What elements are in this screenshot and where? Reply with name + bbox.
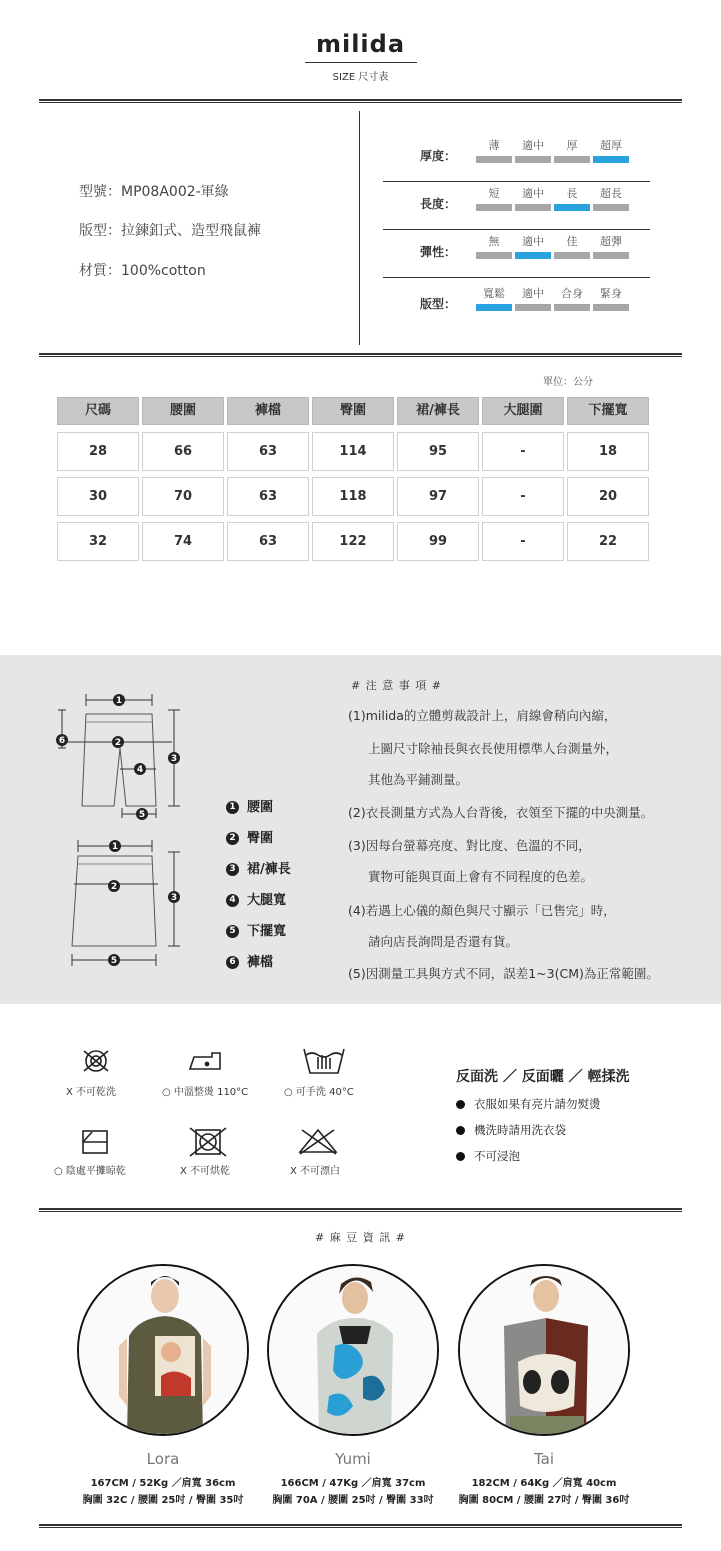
no-dry-clean-icon xyxy=(188,1126,228,1158)
bullet-icon xyxy=(456,1100,465,1109)
legend-number: 4 xyxy=(226,894,239,907)
table-header-cell: 大腿圍 xyxy=(482,397,564,425)
rating-label: 長度： xyxy=(420,197,457,211)
model-stats-line2: 胸圍 80CM / 腰圍 27吋 / 臀圍 36吋 xyxy=(458,1495,630,1506)
table-header-cell: 裙/褲長 xyxy=(397,397,479,425)
table-cell: - xyxy=(482,522,564,561)
table-header-cell: 尺碼 xyxy=(57,397,139,425)
care-label: ○ 可手洗 40°C xyxy=(284,1087,354,1098)
model-stats-line2: 胸圍 32C / 腰圍 25吋 / 臀圍 35吋 xyxy=(82,1495,244,1506)
bullet-icon xyxy=(456,1126,465,1135)
note-line: (4)若遇上心儀的顏色與尺寸顯示「已售完」時， xyxy=(348,903,616,918)
svg-text:5: 5 xyxy=(138,810,146,820)
table-cell: 32 xyxy=(57,522,139,561)
rating-bar xyxy=(593,204,629,211)
shorts-diagram xyxy=(52,688,192,828)
table-header-cell: 臀圍 xyxy=(312,397,394,425)
brand-logo: milida xyxy=(315,30,406,58)
legend-label: 大腿寬 xyxy=(247,893,287,908)
spec-divider xyxy=(359,111,360,345)
table-cell: 74 xyxy=(142,522,224,561)
rating-label: 彈性： xyxy=(420,245,457,259)
legend-item xyxy=(226,827,273,846)
page-subtitle: SIZE 尺寸表 xyxy=(332,72,389,83)
wash-title: 反面洗 ／ 反面曬 ／ 輕揉洗 xyxy=(456,1069,630,1085)
legend-item xyxy=(226,951,273,970)
legend-number: 5 xyxy=(226,925,239,938)
table-cell: 30 xyxy=(57,477,139,516)
table-cell: 28 xyxy=(57,432,139,471)
rating-bar xyxy=(554,304,590,311)
rating-option: 適中 xyxy=(522,235,544,248)
rating-option: 長 xyxy=(566,187,578,200)
table-cell: 63 xyxy=(227,522,309,561)
product-model: 型號：MP08A002-軍綠 xyxy=(79,184,229,200)
wash-tip xyxy=(456,1148,520,1164)
note-line: (3)因每台螢幕亮度、對比度、色溫的不同， xyxy=(348,838,591,853)
rating-separator xyxy=(383,181,650,182)
rating-option: 薄 xyxy=(488,139,500,152)
divider-bottom xyxy=(39,1524,682,1528)
legend-label: 腰圍 xyxy=(247,800,274,815)
iron-icon xyxy=(186,1047,226,1075)
rating-option: 緊身 xyxy=(600,287,622,300)
table-cell: - xyxy=(482,432,564,471)
rating-option: 超厚 xyxy=(600,139,622,152)
legend-item xyxy=(226,796,273,815)
table-header-cell: 褲檔 xyxy=(227,397,309,425)
rating-separator xyxy=(383,277,650,278)
rating-option: 短 xyxy=(488,187,500,200)
table-cell: 63 xyxy=(227,432,309,471)
rating-bar xyxy=(515,304,551,311)
legend-number: 6 xyxy=(226,956,239,969)
rating-option: 寬鬆 xyxy=(483,287,505,300)
bullet-icon xyxy=(456,1152,465,1161)
table-cell: 118 xyxy=(312,477,394,516)
divider-models xyxy=(39,1208,682,1212)
divider-top xyxy=(39,99,682,103)
legend-item xyxy=(226,858,291,877)
table-cell: 20 xyxy=(567,477,649,516)
rating-bar xyxy=(515,204,551,211)
model-name: Lora xyxy=(146,1450,180,1468)
rating-option: 佳 xyxy=(566,235,578,248)
rating-label: 版型： xyxy=(420,297,457,311)
rating-label: 厚度： xyxy=(420,149,457,163)
rating-option: 無 xyxy=(488,235,500,248)
table-cell: 22 xyxy=(567,522,649,561)
table-cell: 99 xyxy=(397,522,479,561)
model-name: Tai xyxy=(533,1450,555,1468)
legend-number: 1 xyxy=(226,801,239,814)
table-cell: - xyxy=(482,477,564,516)
no-tumble-dry-icon xyxy=(78,1047,114,1075)
legend-number: 3 xyxy=(226,863,239,876)
rating-separator xyxy=(383,229,650,230)
model-stats-line1: 167CM / 52Kg ／肩寬 36cm xyxy=(90,1478,236,1489)
wash-tip xyxy=(456,1122,566,1138)
rating-option: 適中 xyxy=(522,139,544,152)
table-cell: 63 xyxy=(227,477,309,516)
product-style: 版型：拉鍊釦式、造型飛鼠褲 xyxy=(79,223,261,239)
brand-underline xyxy=(305,62,417,63)
rating-option: 厚 xyxy=(566,139,578,152)
model-stats-line1: 182CM / 64Kg ／肩寬 40cm xyxy=(471,1478,617,1489)
table-cell: 114 xyxy=(312,432,394,471)
rating-bar-selected xyxy=(476,304,512,311)
svg-text:6: 6 xyxy=(58,736,66,746)
care-label: X 不可烘乾 xyxy=(180,1166,231,1177)
rating-bar-selected xyxy=(593,156,629,163)
note-line: (5)因測量工具與方式不同，誤差1~3(CM)為正常範圍。 xyxy=(348,966,659,981)
rating-option: 適中 xyxy=(522,187,544,200)
rating-bar xyxy=(476,156,512,163)
unit-label: 單位：公分 xyxy=(543,377,593,388)
note-line: 上圖尺寸除袖長與衣長使用標準人台測量外， xyxy=(368,741,619,756)
note-line: (2)衣長測量方式為人台背後，衣領至下擺的中央測量。 xyxy=(348,805,654,820)
model-photo-yumi xyxy=(267,1264,439,1436)
legend-number: 2 xyxy=(226,832,239,845)
rating-option: 適中 xyxy=(522,287,544,300)
rating-bar xyxy=(593,252,629,259)
legend-label: 下擺寬 xyxy=(247,924,287,939)
line-dry-shade-icon xyxy=(80,1128,110,1156)
care-label: ○ 陰處平攤晾乾 xyxy=(54,1166,126,1177)
rating-bar xyxy=(554,252,590,259)
model-photo-lora xyxy=(77,1264,249,1436)
table-cell: 18 xyxy=(567,432,649,471)
svg-text:1: 1 xyxy=(115,696,123,706)
divider-mid xyxy=(39,353,682,357)
legend-item xyxy=(226,920,286,939)
legend-label: 褲檔 xyxy=(247,955,274,970)
rating-option: 超彈 xyxy=(600,235,622,248)
care-label: ○ 中溫整燙 110°C xyxy=(162,1087,249,1098)
rating-option: 合身 xyxy=(561,287,583,300)
model-stats-line2: 胸圍 70A / 腰圍 25吋 / 臀圍 33吋 xyxy=(272,1495,434,1506)
table-cell: 66 xyxy=(142,432,224,471)
svg-text:4: 4 xyxy=(136,765,144,775)
svg-text:3: 3 xyxy=(170,893,178,903)
table-cell: 97 xyxy=(397,477,479,516)
care-label: X 不可漂白 xyxy=(290,1166,341,1177)
hand-wash-icon xyxy=(300,1045,348,1077)
legend-label: 裙/褲長 xyxy=(247,862,291,877)
svg-text:5: 5 xyxy=(110,956,118,966)
wash-tip-text: 不可浸泡 xyxy=(474,1149,520,1163)
svg-text:1: 1 xyxy=(111,842,119,852)
wash-tip xyxy=(456,1096,601,1112)
model-name: Yumi xyxy=(335,1450,371,1468)
legend-label: 臀圍 xyxy=(247,831,274,846)
table-header-cell: 下擺寬 xyxy=(567,397,649,425)
note-line: 實物可能與頁面上會有不同程度的色差。 xyxy=(368,869,594,884)
table-cell: 95 xyxy=(397,432,479,471)
wash-tip-text: 機洗時請用洗衣袋 xyxy=(474,1123,566,1137)
legend-item xyxy=(226,889,286,908)
table-header-cell: 腰圍 xyxy=(142,397,224,425)
model-photo-tai xyxy=(458,1264,630,1436)
note-line: (1)milida的立體剪裁設計上，肩線會稍向內縮， xyxy=(348,708,617,723)
rating-bar xyxy=(476,204,512,211)
no-bleach-icon xyxy=(296,1126,340,1156)
note-line: 請向店長詢問是否還有貨。 xyxy=(368,934,519,949)
svg-text:2: 2 xyxy=(114,738,122,748)
rating-bar xyxy=(593,304,629,311)
rating-bar xyxy=(515,156,551,163)
rating-bar xyxy=(476,252,512,259)
wash-tip-text: 衣服如果有亮片請勿熨燙 xyxy=(474,1097,601,1111)
rating-bar xyxy=(554,156,590,163)
table-cell: 70 xyxy=(142,477,224,516)
svg-text:2: 2 xyxy=(110,882,118,892)
rating-bar-selected xyxy=(515,252,551,259)
skirt-diagram xyxy=(52,832,192,972)
product-material: 材質：100%cotton xyxy=(79,263,206,279)
notes-title: # 注 意 事 項 # xyxy=(351,679,442,692)
rating-option: 超長 xyxy=(600,187,622,200)
svg-text:3: 3 xyxy=(170,754,178,764)
note-line: 其他為平鋪測量。 xyxy=(368,772,469,787)
care-label: X 不可乾洗 xyxy=(66,1087,117,1098)
rating-bar-selected xyxy=(554,204,590,211)
models-title: # 麻 豆 資 訊 # xyxy=(315,1231,406,1244)
table-cell: 122 xyxy=(312,522,394,561)
model-stats-line1: 166CM / 47Kg ／肩寬 37cm xyxy=(280,1478,426,1489)
